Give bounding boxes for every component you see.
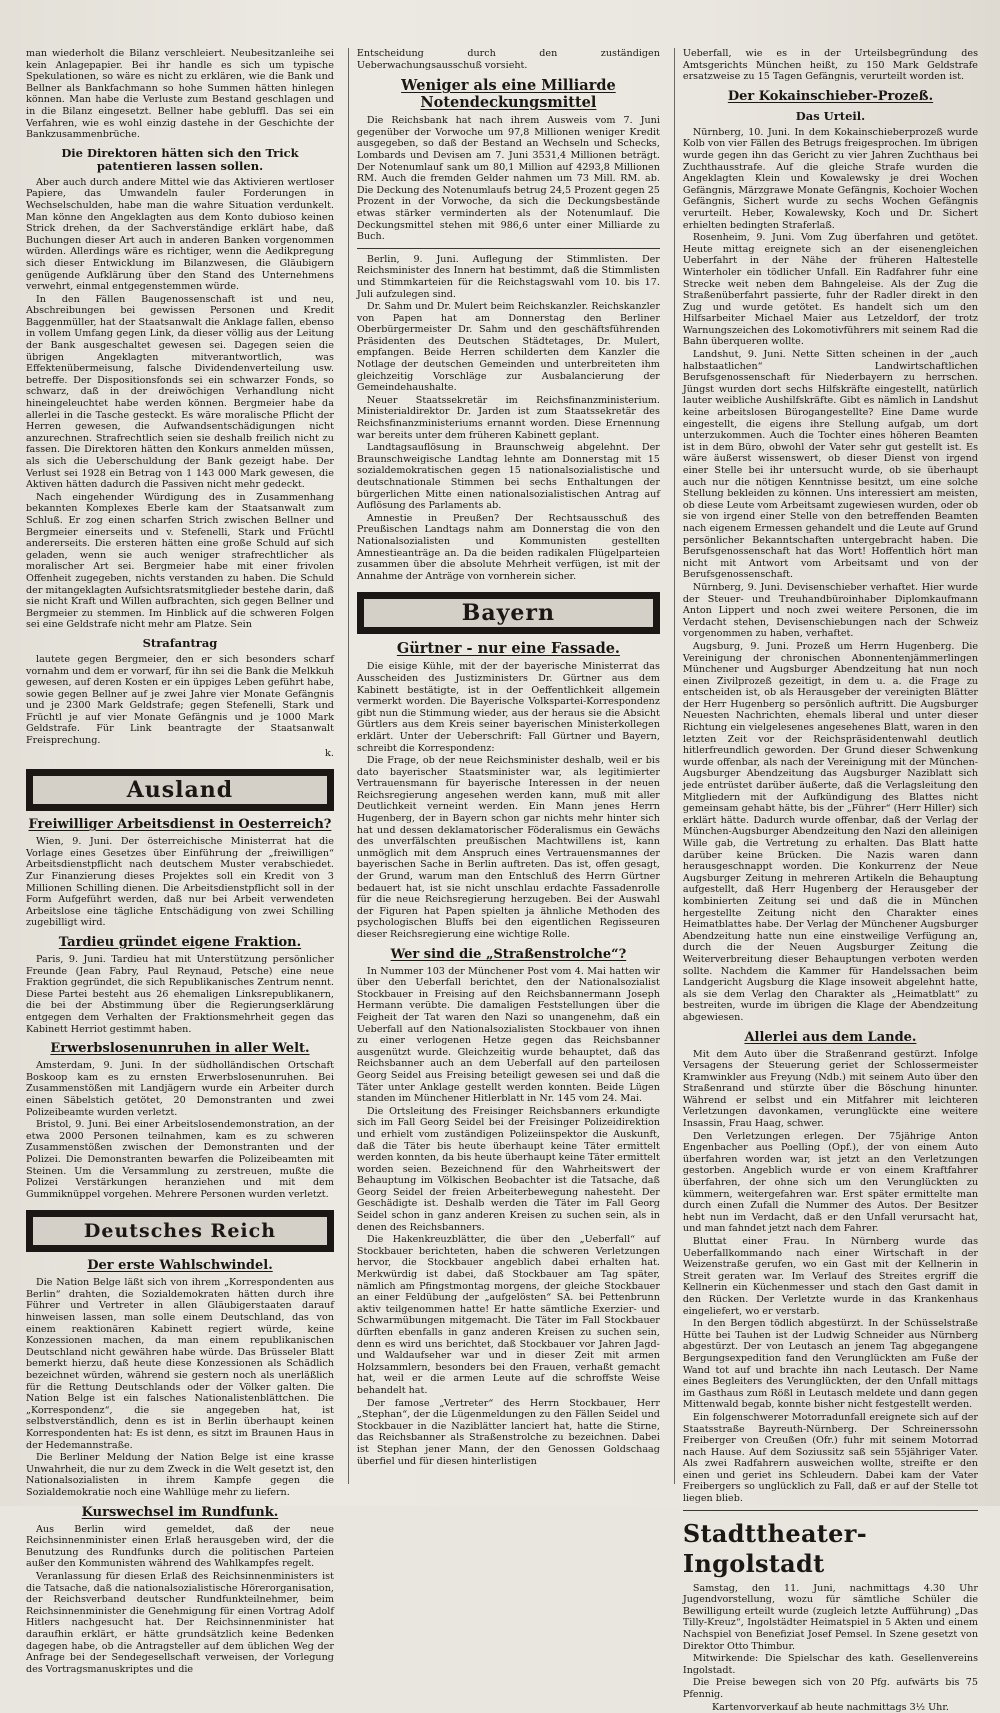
article-text: Veranlassung für diesen Erlaß des Reichsinnenministers ist die Tatsache, daß die nationalsozialistische Hörerorganisation, der Reichsverband deutscher Rundfunkteilnehmer, beim Reichsinnenminister die Genehmigung für einen Vortrag Adolf Hitlers nachgesucht hat. Der Reichsinnenminister hat daraufhin erklärt, er hätte grundsätzlich keine Bedenken dagegen habe, ob die Antragsteller auf dem üblichen Weg der Anfrage bei der Sendegesellschaft verweisen, der Vorlegung des Vortragsmanuskriptes und die bbox=[26, 1570, 334, 1675]
article-text: Landtagsauflösung in Braunschweig abgelehnt. Der Braunschweigische Landtag lehnte am Donnerstag mit 15 sozialdemokratischen gegen 15 nationalsozialistische und deutschnationale Stimmen bei sechs Enthaltungen der bürgerlichen Mitte einen nationalsozialistischen Antrag auf Auflösung des Parlaments ab. bbox=[356, 442, 660, 512]
article-text: Ueberfall, wie es in der Urteilsbegründung des Amtsgerichts München heißt, zu 150 Mark Geldstrafe ersatzweise zu 15 Tagen Gefängnis, verurteilt worden ist. bbox=[682, 48, 978, 83]
article-text: Der famose „Vertreter“ des Herrn Stockbauer, Herr „Stephan“, der die Lügenmeldungen zu den Fällen Seidel und Stockbauer in die Naziblätter lanciert hat, hatte die Stirne, das Reichsbanner als Straßenstrolche zu bezeichnen. Dabei ist Stephan jener Mann, der den Genossen Goldschaag überfiel und für diesen hinterlistigen bbox=[356, 1397, 660, 1467]
article-text: Mit dem Auto über die Straßenrand gestürzt. Infolge Versagens der Steuerung geriet der Schlossermeister Kramwinkler aus Freyung (Ndb.) mit seinem Auto über den Straßenrand und stürzte über die Böschung hinunter. Während er selbst und ein Mitfahrer mit leichteren Verletzungen davonkamen, verunglückte eine weitere Insassin, Frau Haag, schwer. bbox=[682, 1048, 978, 1130]
article-text: Augsburg, 9. Juni. Prozeß um Herrn Hugenberg. Die Vereinigung der chronischen Abonnentenjämmerlingen Münchener und Augsburger Abendzeitung hat nun noch einen Zivilprozeß gezeitigt, in dem u. a. die Frage zu entscheiden ist, ob als Herausgeber der vereinigten Blätter der Herr Hugenberg so persönlich auftritt. Die Augsburger Neuesten Nachrichten, ehemals liberal und unter dieser Richtung ein vielgelesenes angesehenes Blatt, waren in den letzten Zeit vor der Reichspräsidentenwahl deutlich hitlerfreundlich geworden. Der Grund dieser Schwenkung wurde offenbar, als nach der Vereinigung mit der München-Augsburger Abendzeitung das Augsburger Naziblatt sich jede entrüstet darüber äußerte, daß die Verlagsleitung den Mitgliedern mit der Aufkündigung des Blattes nicht gemeinsam gehabt hätte, bis der „Führer“ (Herr Hiller) sich erklärt hätte. Dadurch wurde offenbar, daß der Verlag der München-Augsburger Abendzeitung den Nazi den alleinigen Wille gab, die Vertretung zu erhalten. Das Blatt hatte darüber keine Brücken. Die Nazis waren dann herausgeschnappt worden. Die Konkurrenz der Neue Augsburger Zeitung in mehreren Artikeln die Behauptung aufgestellt, daß Herr Hugenberg der Herausgeber der kombinierten Zeitung sei und daß die in München hergestellte Zeitung nicht den Charakter eines Heimatblattes habe. Der Verlag der Münchener Augsburger Abendzeitung hatte nun eine einstweilige Verfügung an, durch die der Neuen Augsburger Zeitung die Weiterverbreitung dieser Behauptungen verboten werden sollte. Nachdem die Kammer für Handelssachen beim Landgericht Augsburg die Klage insoweit abgelehnt hatte, als sie dem Verlag den Charakter als „Heimatblatt“ zu bestreiten, wurde im übrigen die Klage der Abendzeitung abgewiesen. bbox=[682, 640, 978, 1023]
headline: Der erste Wahlschwindel. bbox=[87, 1258, 273, 1274]
article-text: Die Frage, ob der neue Reichsminister deshalb, weil er bis dato bayerischer Staatsminister war, als legitimierter Vertrauensmann für bayerische Interessen in der neuen Reichsregierung angesehen werden kann, muß mit aller Deutlichkeit verneint werden. Ein Mann jenes Herrn Hugenberg, der in Bayern schon gar nichts mehr hinter sich hat und dessen deklamatorischer Föderalismus ein Gewächs des unverfälschten preußischen Machtwillens ist, kann unmöglich mit dem Anspruch eines Vertrauensmannes der bayerischen Sache in Berlin auftreten. Das ist, offen gesagt, der Grund, warum man den Entschluß des Herrn Gürtner bedauert hat, ist sie nicht unschlau erdachte Fassadenrolle für die neue Reichsregierung herzugeben. Bei der Auswahl der Figuren hat Papen spielten ja ähnliche Methoden des psychologischen Bluffs bei den eigentlichen Regisseuren dieser Reichsregierung eine wichtige Rolle. bbox=[356, 755, 660, 940]
article-text: man wiederholt die Bilanz verschleiert. Neubesitzanleihe sei kein Anlagepapier. Bei ihr handle es sich um typische Spekulationen, so wäre es nicht zu erklären, wie die Bank und Bellner als Bankfachmann so hohe Summen hätten hinlegen können. Man habe die Verluste zum Bestand geschlagen und in die Bilanz eingesetzt. Bellner habe gebluffl. Das sei ein Verfahren, wie es wohl einzig dastehe in der Geschichte der Bankzusammenbrüche. bbox=[26, 48, 334, 141]
article-text: Rosenheim, 9. Juni. Vom Zug überfahren und getötet. Heute mittag ereignete sich an der eisenengleichen Ueberfahrt in der Nähe der früheren Haltestelle Winterholer ein tödlicher Unfall. Ein Radfahrer fuhr eine Strecke weit neben dem Bahngeleise. Als der Zug die Straßenüberfahrt passierte, fuhr der Radler direkt in den Zug und wurde getötet. Es handelt sich um den Hilfsarbeiter Michael Maier aus Letzeldorf, der trotz Warnungszeichen des Lokomotivführers mit seinem Rad die Bahn überqueren wollte. bbox=[682, 232, 978, 348]
section-header-bayern: Bayern bbox=[357, 592, 660, 634]
divider bbox=[357, 248, 660, 249]
headline: Wer sind die „Straßenstrolche“? bbox=[390, 946, 627, 962]
section-header-ausland: Ausland bbox=[26, 769, 334, 811]
headline: Allerlei aus dem Lande. bbox=[744, 1029, 917, 1045]
article-text: Die eisige Kühle, mit der der bayerische Ministerrat das Ausscheiden des Justizministers Dr. Gürtner aus dem Kabinett bestätigte, ist in der Oeffentlichkeit allgemein vermerkt worden. Die Bayerische Volkspartei-Korrespondenz gibt nun die Stimmung wieder, aus der heraus sie die Absicht Gürtlers aus dem Kreis seiner bayerischen Ministerkollegen erklärt. Unter der Ueberschrift: Fall Gürtner und Bayern, schreibt die Korrespondenz: bbox=[356, 661, 660, 754]
article-text: Die Ortsleitung des Freisinger Reichsbanners erkundigte sich im Fall Georg Seidel bei der Freisinger Polizeidirektion und erhielt vom zuständigen Polizeiinspektor die Auskunft, daß die Täter bis heute überhaupt keine Täter ermittelt werden konnten, da bis heute überhaupt keine Täter ermittelt worden seien. Bezeichnend für den Wahrheitswert der Behauptung im Völkischen Beobachter ist die Tatsache, daß Georg Seidel der freien Arbeiterbewegung nahesteht. Der Geschädigte ist. Deshalb werden die Täter im Fall Georg Seidel schon in ganz anderen Kreisen zu suchen sein, als in denen des Reichsbanners. bbox=[356, 1105, 660, 1233]
theater-ad-footer: Kartenvorverkauf ab heute nachmittags 3½ Uhr. bbox=[711, 1701, 949, 1713]
article-text: Den Verletzungen erlegen. Der 75jährige Anton Engenbacher aus Poelling (Opf.), der von einem Auto überfahren worden war, ist jetzt an den Verletzungen gestorben. Angeblich wurde er von einem Kraftfahrer überfahren, der ohne sich um den Verunglückten zu kümmern, weitergefahren war. Erst später ermittelte man durch einen Zufall die Nummer des Autos. Der Besitzer hebt nun im Verdacht, daß er den Unfall verursacht hat, und man fahndet jetzt nach dem Fahrer. bbox=[682, 1130, 978, 1235]
article-text: Berlin, 9. Juni. Auflegung der Stimmlisten. Der Reichsminister des Innern hat bestimmt, daß die Stimmlisten und Stimmkarteien für die Reichstagswahl vom 10. bis 17. Juli aufzulegen sind. bbox=[356, 253, 660, 300]
article-text: Landshut, 9. Juni. Nette Sitten scheinen in der „auch halbstaatlichen“ Landwirtschaftlichen Berufsgenossenschaft für Niederbayern zu herrschen. Jüngst wurden dort sechs Hilfskräfte eingestellt, natürlich lauter weibliche Aushilfskräfte. Gibt es nämlich in Landshut keine arbeitslosen Bürogangestellte? Eine Dame wurde eingestellt, die eigens ihre Stellung aufgab, um dort unterzukommen. Auch die Tochter eines höheren Beamten ist in dem Büro, obwohl der Vater sehr gut gestellt ist. Es wäre äußerst wissenswert, ob dieser Dienst von irgend einer Stelle bei ihr untersucht wurde, ob sie überhaupt auch nur die nötigen Kenntnisse besitzt, um eine solche Stellung bekleiden zu können. Uns interessiert am meisten, ob diese Leute vom Arbeitsamt zugewiesen wurden, oder ob sie von irgend einer Stelle von den betreffenden Beamten nach eigenem Ermessen gehandelt und die Leute auf Grund persönlicher Bekanntschaften untergebracht haben. Die Berufsgenossenschaft hat das Wort! Hoffentlich hört man nicht mit Antwort vom Arbeitsamt und von der Berufsgenossenschaft. bbox=[682, 349, 978, 581]
headline: Der Kokainschieber-Prozeß. bbox=[727, 88, 934, 104]
article-text: Dr. Sahm und Dr. Mulert beim Reichskanzler. Reichskanzler von Papen hat am Donnerstag den Berliner Oberbürgermeister Dr. Sahm und den geschäftsführenden Präsidenten des Deutschen Städtetages, Dr. Mulert, empfangen. Beide Herren schilderten dem Kanzler die Notlage der deutschen Gemeinden und unterbreiteten ihm gleichzeitig Vorschläge zur Ausbalancierung der Gemeindehaushalte. bbox=[356, 301, 660, 394]
article-text: In den Fällen Baugenossenschaft ist und neu, Abschreibungen bei gewissen Personen und Kredit Baggenmüller, hat der Staatsanwalt die Anklage fallen, ebenso in vollem Umfang gegen Link, da dieser völlig aus der Leitung der Bank ausgeschaltet gewesen sei. Dagegen seien die übrigen Angeklagten mitverantwortlich, was Effektenübermeisung, falsche Dividendenverteilung usw. betreffe. Der Dispositionsfonds sei ein schwarzer Fonds, so schwarz, daß in der dreiwöchigen Verhandlung nicht hineingeleuchtet habe werden können. Bergmeier habe da allerlei in die Tasche gesteckt. Es wäre moralische Pflicht der Herren gewesen, die Aufwandsentschädigungen nicht anzurechnen. Strafrechtlich seien sie deshalb freilich nicht zu fassen. Die Direktoren hätten den Konkurs anmelden müssen, als sich die Ueberschuldung der Bank gezeigt habe. Der Verlust sei 1928 ein Betrag von 1 143 000 Mark gewesen, die Aktiven hätten dadurch die Passiven nicht mehr gedeckt. bbox=[26, 293, 334, 491]
article-text: Bristol, 9. Juni. Bei einer Arbeitslosendemonstration, an der etwa 2000 Personen teilnahmen, kam es zu schweren Zusammenstößen zwischen der Demonstranten und der Polizei. Die Demonstranten bewarfen die Polizeibeamten mit Steinen. Um die Versammlung zu zerstreuen, mußte die Polizei Verstärkungen heranziehen und mit dem Gummiknüppel vorgehen. Mehrere Personen wurden verletzt. bbox=[26, 1119, 334, 1200]
subheading: Die Direktoren hätten sich den Trick patentieren lassen sollen. bbox=[61, 145, 299, 173]
article-text: Nach eingehender Würdigung des in Zusammenhang bekannten Komplexes Eberle kam der Staatsanwalt zum Schluß. Er zog einen scharfen Strich zwischen Bellner und Bergmeier einerseits und v. Stefenelli, Stark und Früchtl andererseits. Die ersteren hätten eine große Schuld auf sich geladen, wenn sie auch weniger strafrechtlicher als moralischer Art sei. Bergmeier habe mit einer frivolen Offenheit zugegeben, nichts verstanden zu haben. Die Schuld der mitangeklagten Aufsichtsratsmitglieder bestehe darin, daß sie nicht Kraft und Willen aufbrachten, sich gegen Bellner und Bergmeier zu stemmen. Im Hinblick auf die schweren Folgen sei eine Geldstrafe nicht mehr am Platze. Sein bbox=[26, 491, 334, 631]
article-text: Entscheidung durch den zuständigen Ueberwachungsausschuß vorsieht. bbox=[356, 48, 660, 71]
article-text: Nürnberg, 10. Juni. In dem Kokainschieberprozeß wurde Kolb von vier Fällen des Betrugs freigesprochen. Im übrigen wurde gegen ihn das Gericht zu vier Jahren Zuchthaus bei Zuchthausstrafe. Auf die gleiche Strafe wurden die Angeklagten Klein und Kowalewsky je drei Wochen Gefängnis, Märzgrawe Monate Gefängnis, Kochoier Wochen Gefängnis, Sichert wurde zu sechs Wochen Gefängnis verurteilt. Heber, Kowalewsky, Koch und Dr. Sichert erhielten bedingten Straferlaß. bbox=[682, 126, 978, 231]
article-text: In den Bergen tödlich abgestürzt. In der Schüsselstraße Hütte bei Tauhen ist der Ludwig Schneider aus Nürnberg abgestürzt. Der von Leutasch an jenem Tag abgegangene Bergungsexpedition fand den Verunglückten am Fuße der Wand tot auf und brachte ihn nach Leutasch. Der Name eines Begleiters des Verunglückten, der den Unfall mittags im Gasthaus zum Rößl in Leutasch meldete und dann gegen Mittenwald begab, konnte bisher nicht festgestellt werden. bbox=[682, 1318, 978, 1411]
article-text: Paris, 9. Juni. Tardieu hat mit Unterstützung persönlicher Freunde (Jean Fabry, Paul Reynaud, Petsche) eine neue Fraktion gegründet, die sich Republikanisches Zentrum nennt. Diese Partei besteht aus 26 ehemaligen Linksrepublikanern, die bei der Abstimmung über die Regierungserklärung entgegen dem Verhalten der Fraktionsmehrheit gegen das Kabinett Herriot gestimmt haben. bbox=[26, 954, 334, 1035]
article-text: Wien, 9. Juni. Der österreichische Ministerrat hat die Vorlage eines Gesetzes über Einführung der „freiwilligen“ Arbeitsdienstpflicht nach deutschem Muster verabschiedet. Zur Finanzierung dieses Projektes soll ein Kredit von 3 Millionen Schilling dienen. Die Arbeitsdienstpflicht soll in der Form Aufgeführt werden, daß nur bei Arbeit verwendeten Arbeitslose eine tägliche Entschädigung von zwei Schilling zugebilligt wird. bbox=[26, 836, 334, 929]
column-1 bbox=[26, 48, 334, 1675]
article-text: Bluttat einer Frau. In Nürnberg wurde das Ueberfallkommando nach einer Wirtschaft in der Weizenstraße gerufen, wo ein Gast mit der Kellnerin in Streit geraten war. Im Verlauf des Streites ergriff die Kellnerin ein Küchenmesser und stach den Gast damit in den Rücken. Der Verletzte wurde in das Krankenhaus eingeliefert, wo er verstarb. bbox=[682, 1236, 978, 1317]
article-text: In Nummer 103 der Münchener Post vom 4. Mai hatten wir über den Ueberfall berichtet, den der Nationalsozialist Stockbauer in Freising auf den Reichsbannermann Joseph Hermann verübte. Die damaligen Feststellungen über die Feigheit der Tat waren den Nazi so unangenehm, daß ein Ueberfall auf den Nationalsozialisten Stockbauer von ihnen zu einer verlogenen Hetze gegen das Reichsbanner ausgenützt wurde. Gleichzeitig wurde behauptet, daß das Reichsbanner auch an dem Ueberfall auf den parteilosen Georg Seidel aus Freising beteiligt gewesen sei und daß die Täter unter Anklage gestellt werden konnten. Beide Lügen standen im Münchener Hitlerblatt in Nr. 145 vom 24. Mai. bbox=[356, 965, 660, 1105]
headline: Gürtner - nur eine Fassade. bbox=[396, 640, 620, 658]
section-header-deutsches-reich: Deutsches Reich bbox=[26, 1210, 334, 1252]
headline: Tardieu gründet eigene Fraktion. bbox=[58, 935, 302, 950]
theater-ad-title: Stadttheater-Ingolstadt bbox=[682, 1518, 867, 1578]
author-signature: k. bbox=[325, 747, 334, 759]
column-2 bbox=[348, 48, 660, 1484]
divider bbox=[683, 1510, 978, 1511]
article-text: Neuer Staatssekretär im Reichsfinanzministerium. Ministerialdirektor Dr. Jarden ist zum Staatssekretär des Reichsfinanzministeriums ernannt worden. Diese Ernennung war bereits unter dem früheren Kabinett geplant. bbox=[356, 394, 660, 441]
subheading: Strafantrag bbox=[142, 635, 218, 650]
article-text: Nürnberg, 9. Juni. Devisenschieber verhaftet. Hier wurde der Steuer- und Treuhandbüroinhaber Diplomkaufmann Anton Lippert und noch zwei weitere Personen, die im Verdacht stehen, Devisenschiebungen nach der Schweiz vorgenommen zu haben, verhaftet. bbox=[682, 581, 978, 640]
theater-ad-text: Die Preise bewegen sich von 20 Pfg. aufwärts bis 75 Pfennig. bbox=[682, 1677, 978, 1700]
article-text: lautete gegen Bergmeier, den er sich besonders scharf vornahm und dem er vorwarf, für ihn sei die Bank die Melkkuh gewesen, auf deren Kosten er ein üppiges Leben geführt habe, sowie gegen Bellner auf je zwei Jahre vier Monate Gefängnis und je 2300 Mark Geldstrafe; gegen Stefenelli, Stark und Früchtl je auf vier Monate Gefängnis und je 1000 Mark Geldstrafe. Für Link beantragte der Staatsanwalt Freisprechung. bbox=[26, 653, 334, 747]
article-text: Die Reichsbank hat nach ihrem Ausweis vom 7. Juni gegenüber der Vorwoche um 97,8 Millionen weniger Kredit ausgegeben, so daß der Bestand an Wechseln und Schecks, Lombards und Devisen am 7. Juni 3531,4 Millionen beträgt. Der Notenumlauf sank um 80,1 Million auf 4293,8 Millionen RM. Auch die fremden Gelder nahmen um 73 Mill. RM. ab. Die Deckung des Notenumlaufs betrug 24,5 Prozent gegen 25 Prozent in der Vorwoche, da sich die Deckungsbestände etwas stärker verminderten als der Notenumlauf. Die Deckungsmittel stehen mit 986,6 unter einer Milliarde zu Buch. bbox=[356, 115, 660, 243]
article-text: Aber auch durch andere Mittel wie das Aktivieren wertloser Papiere, das Umwandeln fauler Forderungen in Wechselschulden, habe man die wahre Situation verdunkelt. Man könne den Angeklagten aus dem Konto dubioso keinen Strick drehen, da der Sachverständige erklärt habe, daß Buchungen dieser Art auch in anderen Banken vorgenommen würden. Allerdings wäre es richtiger, wenn die Aedikpregung sich dieser Entwicklung im Bilanzwesen, die Gläubigern genügende Aufklärung über den Stand des Unternehmens verwehrt, einmal entgegenstemmen würde. bbox=[26, 176, 334, 293]
article-text: Die Hakenkreuzblätter, die über den „Ueberfall“ auf Stockbauer berichteten, haben die schweren Verletzungen hervor, die Stockbauer angeblich dabei erhalten hat. Merkwürdig ist dabei, daß Stockbauer am Tag später, nämlich am Pfingstmontag morgens, der gleiche Stockbauer an einer Feldübung der „aufgelösten“ SA. bei Pettenbrunn aktiv teilgenommen hatte! Er hatte sämtliche Exerzier- und Schwarmübungen mitgemacht. Die Täter im Fall Stockbauer dürften ebenfalls in ganz anderen Kreisen zu suchen sein, denn es wird uns berichtet, daß Stockbauer vor Jahren Jagd- und Waldaufseher war und in dieser Zeit mit armen Holzsammlern, besonders bei den Frauen, verhaßt gemacht hat, weil er die armen Leute auf die schroffste Weise behandelt hat. bbox=[356, 1234, 660, 1396]
theater-ad-text: Samstag, den 11. Juni, nachmittags 4.30 Uhr Jugendvorstellung, wozu für sämtliche Schüler die Bewilligung erteilt wurde (zugleich letzte Aufführung) „Das Tilly-Kreuz“, Ingolstädter Heimatspiel in 5 Akten und einem Nachspiel von Benefiziat Josef Pemsel. In Szene gesetzt von Direktor Otto Thimbur. bbox=[682, 1582, 978, 1652]
headline: Freiwilliger Arbeitsdienst in Oesterreich? bbox=[28, 817, 332, 833]
subheading: Das Urteil. bbox=[795, 108, 866, 123]
article-text: Die Berliner Meldung der Nation Belge ist eine krasse Unwahrheit, die nur zu dem Zweck in die Welt gesetzt ist, den Nationalsozialisten in ihrem Kampfe gegen die Sozialdemokratie noch eine Wahllüge mehr zu liefern. bbox=[26, 1452, 334, 1498]
headline: Kurswechsel im Rundfunk. bbox=[81, 1504, 279, 1520]
column-3 bbox=[674, 48, 978, 1713]
article-text: Aus Berlin wird gemeldet, daß der neue Reichsinnenminister einen Erlaß herausgeben wird, der die Benutzung des Rundfunks durch die politischen Parteien außer den Kommunisten während des Wahlkampfes regelt. bbox=[26, 1523, 334, 1570]
headline: Erwerbslosenunruhen in aller Welt. bbox=[50, 1041, 310, 1057]
article-text: Amsterdam, 9. Juni. In der südholländischen Ortschaft Boskoop kam es zu ernsten Erwerbslosenunruhen. Bei Zusammenstößen mit Landjägern wurde ein Arbeiter durch einen Säbelstich getötet, 20 Demonstranten und zwei Polizeibeamte wurden verletzt. bbox=[26, 1060, 334, 1118]
article-text: Amnestie in Preußen? Der Rechtsausschuß des Preußischen Landtags nahm am Donnerstag die von den Nationalsozialisten und Kommunisten gestellten Amnestieanträge an. Da die beiden radikalen Flügelparteien zusammen über die absolute Mehrheit verfügen, ist mit der Annahme der Anträge von vornherein sicher. bbox=[356, 512, 660, 582]
article-text: Ein folgenschwerer Motorradunfall ereignete sich auf der Staatsstraße Bayreuth-Nürnberg. Der Schreinerssohn Freiberger von Creußen (Ofr.) fuhr mit seinem Motorrad nach Hause. Auf dem Soziussitz saß sein 55jähriger Vater. Als zwei Radfahrern ausweichen wollte, streifte er den einen und geriet ins Schleudern. Dabei kam der Vater Freibergers so unglücklich zu Fall, daß er auf der Stelle tot liegen blieb. bbox=[682, 1411, 978, 1505]
article-text: Die Nation Belge läßt sich von ihrem „Korrespondenten aus Berlin“ drahten, die Sozialdemokraten hätten durch ihre Führer und Vertreter in allen Gläubigerstaaten darauf hinweisen lassen, man solle einem Deutschland, das von einem reaktionären Kabinett regiert würde, keine Konzessionen machen, da man einem republikanischen Deutschland nicht gewähren habe würde. Das Brüsseler Blatt bemerkt hierzu, daß heute diese Konzessionen als Schädlich bezeichnet würden, während sie gestern noch als unerläßlich für die Rettung Deutschlands oder der Völker galten. Die Nation Belge ist ein falsches Nationalistenblättchen. Die „Korrespondenz“, die sie angegeben hat, ist selbstverständlich, denn es ist in Berlin überhaupt keinen Korrespondenten hat: Es ist denn, es sitzt im Braunen Haus in der Hedemannstraße. bbox=[26, 1277, 334, 1451]
headline: Weniger als eine Milliarde Notendeckungsmittel bbox=[401, 77, 616, 112]
theater-ad-text: Mitwirkende: Die Spielschar des kath. Gesellenvereins Ingolstadt. bbox=[682, 1653, 978, 1676]
